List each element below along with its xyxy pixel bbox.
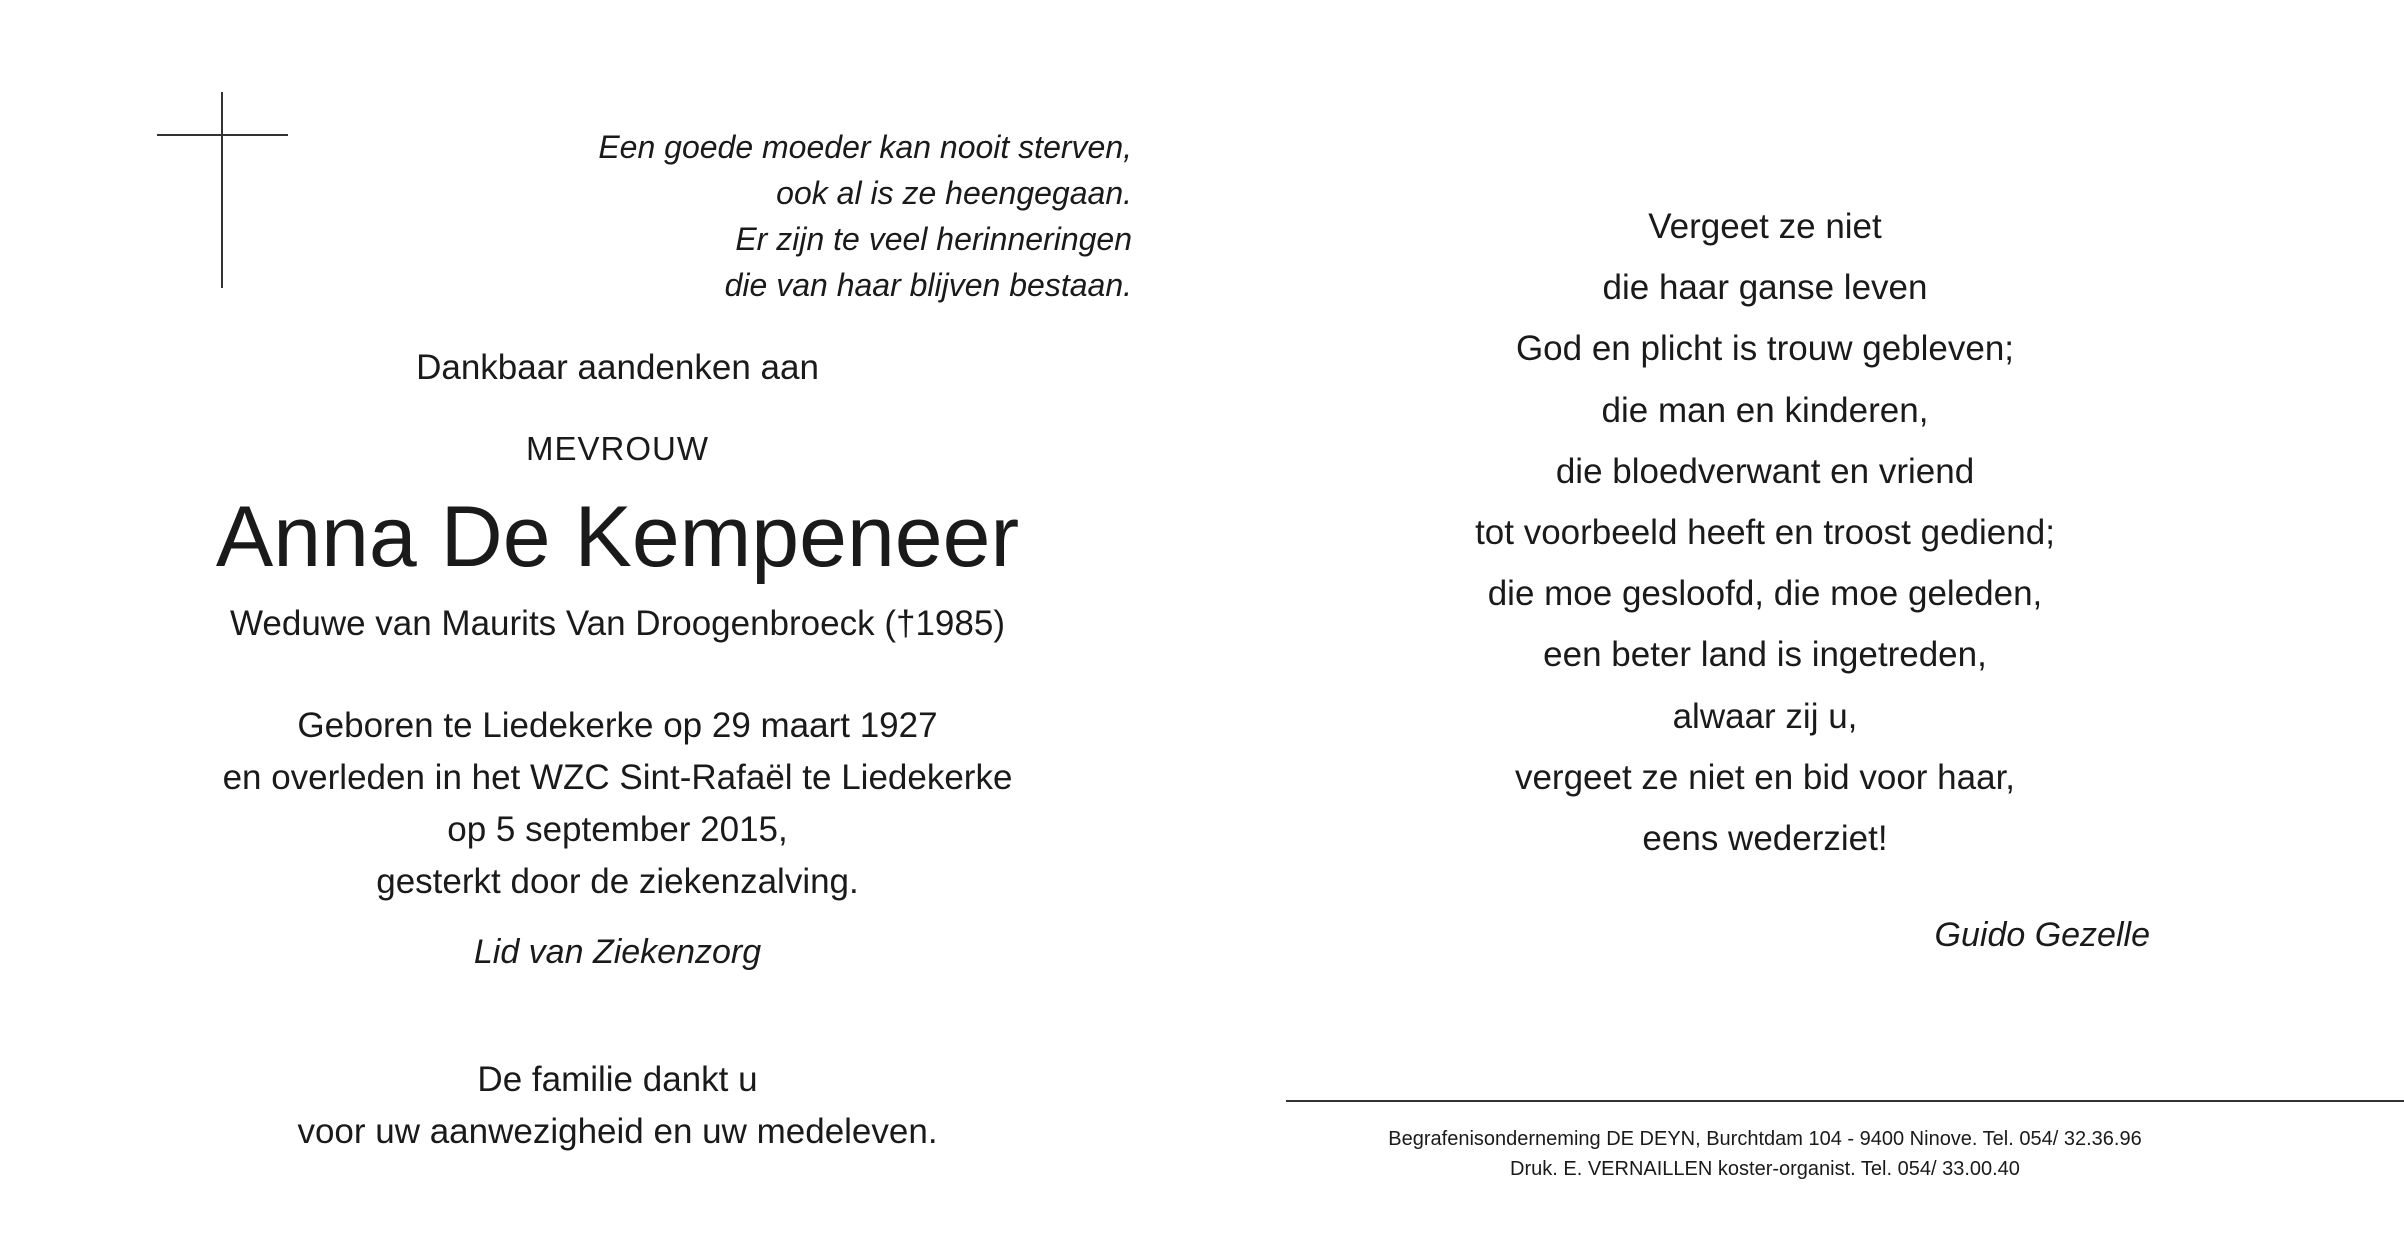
deceased-name: Anna De Kempeneer (215, 489, 1020, 585)
memorial-poem-line: alwaar zij u, (1672, 696, 1858, 736)
cross-horizontal-bar (157, 134, 288, 136)
memorial-poem-line: die bloedverwant en vriend (1555, 451, 1975, 491)
footer-line: Begrafenisonderneming DE DEYN, Burchtdam 104 - 9400 Ninove. Tel. 054/ 32.36.96 (1388, 1128, 2142, 1150)
memorial-poem-line: die man en kinderen, (1601, 390, 1929, 430)
memorial-poem-line: God en plicht is trouw gebleven; (1515, 329, 2015, 369)
life-details-line: en overleden in het WZC Sint-Rafaël te Liedekerke (222, 758, 1013, 797)
opening-poem (432, 124, 1132, 308)
life-details-line: gesterkt door de ziekenzalving. (376, 862, 859, 901)
dedication: Dankbaar aandenken aan (416, 348, 819, 387)
widow-of: Weduwe van Maurits Van Droogenbroeck (†1985) (230, 604, 1005, 643)
cross-vertical-bar (221, 92, 223, 288)
memorial-poem-line: die moe gesloofd, die moe geleden, (1487, 574, 2043, 614)
opening-poem-line: Een goede moeder kan nooit sterven, (598, 129, 1132, 165)
footer-divider (1286, 1100, 2404, 1102)
right-panel (1210, 0, 2404, 1240)
opening-poem-line: ook al is ze heengegaan. (776, 175, 1132, 211)
life-details-line: op 5 september 2015, (447, 810, 788, 849)
memorial-poem-line: vergeet ze niet en bid voor haar, (1514, 757, 2016, 797)
life-details-line: Geboren te Liedekerke op 29 maart 1927 (297, 706, 938, 745)
opening-poem-line: Er zijn te veel herinneringen (735, 221, 1132, 257)
memorial-poem-line: tot voorbeeld heeft en troost gediend; (1475, 513, 2055, 553)
memorial-poem-line: eens wederziet! (1642, 819, 1888, 859)
membership: Lid van Ziekenzorg (473, 933, 762, 971)
family-thanks-line: voor uw aanwezigheid en uw medeleven. (297, 1112, 938, 1151)
opening-poem-line: die van haar blijven bestaan. (724, 267, 1132, 303)
printer-footer (1210, 1124, 2320, 1184)
memorial-poem-line: die haar ganse leven (1602, 268, 1928, 308)
memorial-poem-line: Vergeet ze niet (1648, 207, 1882, 246)
life-details (150, 700, 1085, 908)
family-thanks (150, 1054, 1085, 1158)
memorial-poem (1210, 196, 2320, 869)
memorial-poem-line: een beter land is ingetreden, (1543, 635, 1987, 675)
poem-author: Guido Gezelle (1934, 916, 2150, 954)
family-thanks-line: De familie dankt u (477, 1060, 758, 1099)
footer-line: Druk. E. VERNAILLEN koster-organist. Tel. 054/ 33.00.40 (1510, 1158, 2020, 1180)
honorific-title: MEVROUW (526, 430, 709, 467)
